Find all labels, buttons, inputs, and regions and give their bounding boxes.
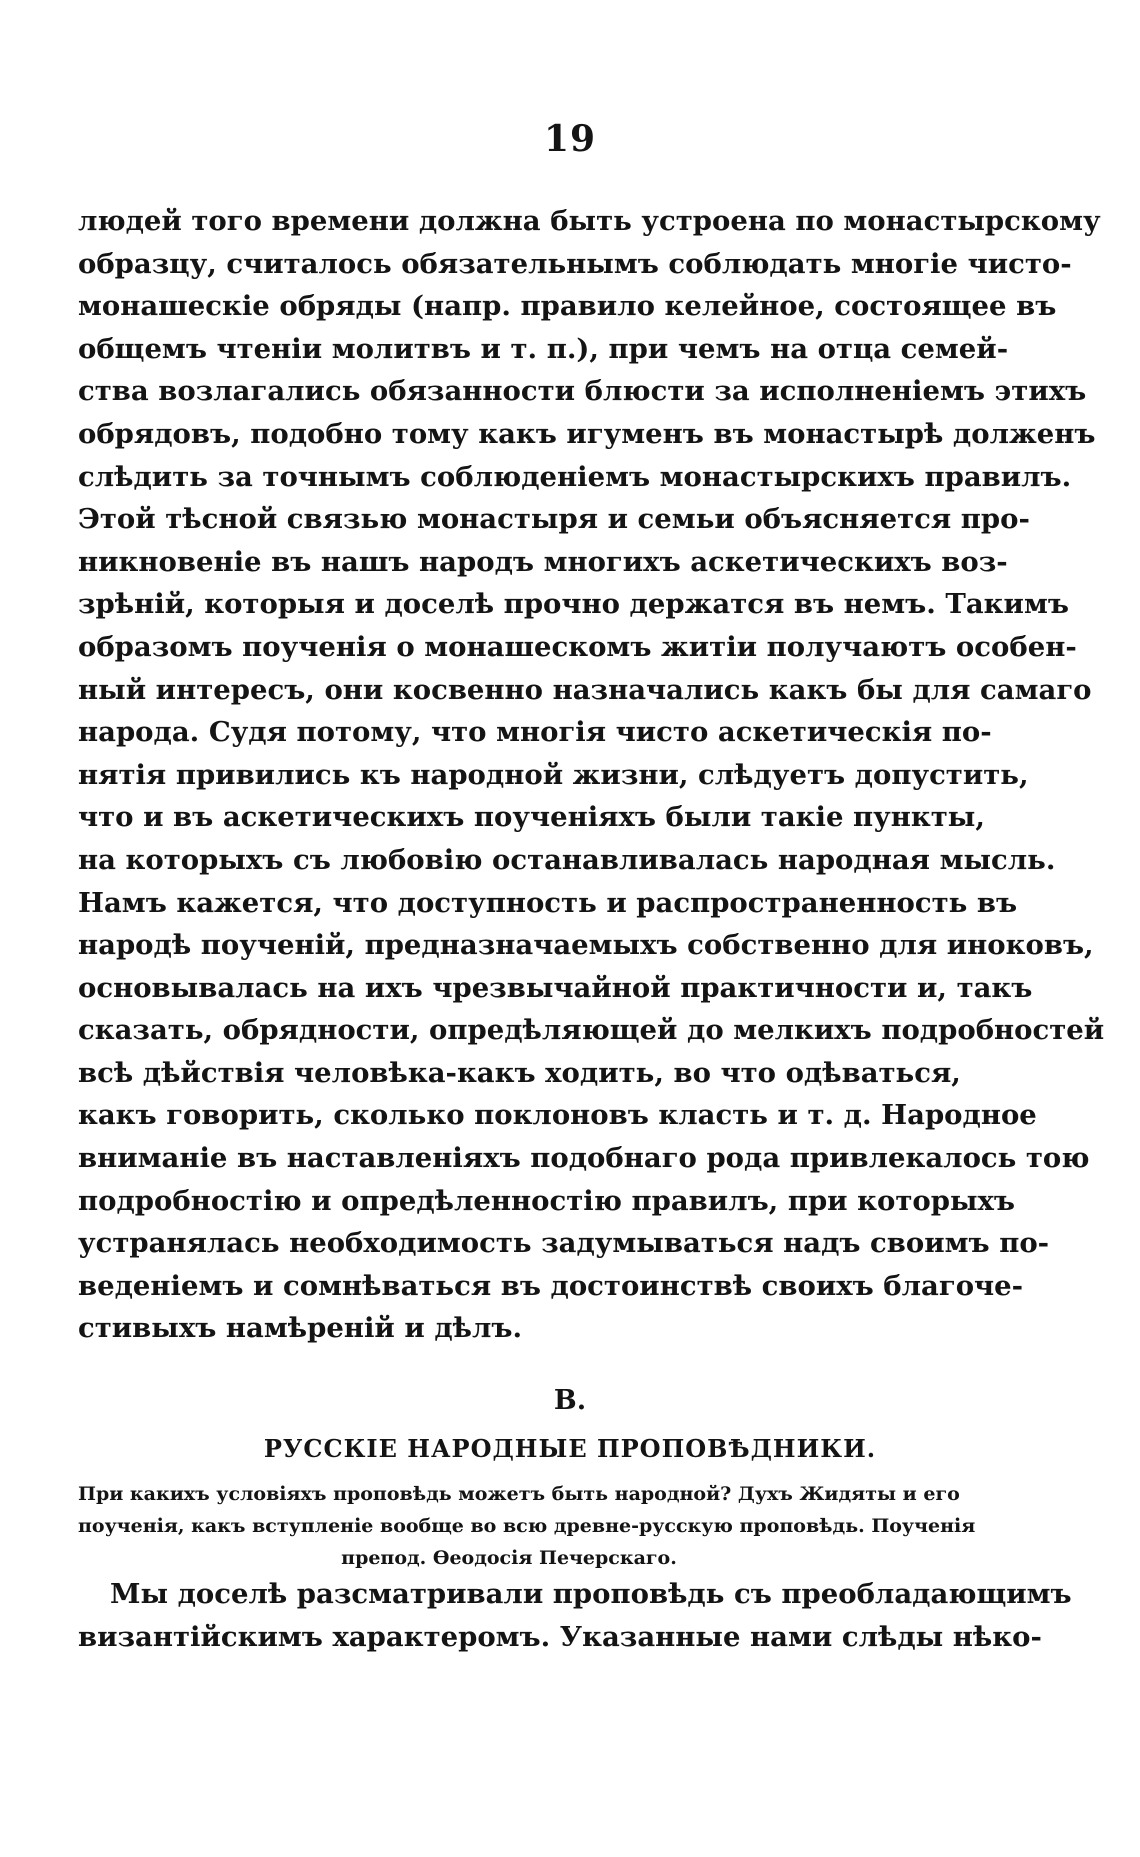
text-line: никновеніе въ нашъ народъ многихъ аскетическихъ воз- bbox=[78, 545, 1008, 578]
text-line: народѣ поученій, предназначаемыхъ собственно для иноковъ, bbox=[78, 929, 1094, 962]
text-line: людей того времени должна быть устроена по монастырскому bbox=[78, 205, 1101, 237]
text-line: сказать, обрядности, опредѣляющей до мелкихъ подробностей bbox=[78, 1014, 1105, 1047]
text-line: монашескіе обряды (напр. правило келейное, состоящее въ bbox=[78, 290, 1057, 323]
text-line: какъ говорить, сколько поклоновъ класть и т. д. Народное bbox=[78, 1099, 1037, 1132]
main-paragraph bbox=[78, 200, 1105, 1350]
text-line: образцу, считалось обязательнымъ соблюдать многіе чисто- bbox=[78, 247, 1072, 280]
text-line: общемъ чтеніи молитвъ и т. п.), при чемъ на отца семей- bbox=[78, 332, 1009, 365]
text-line: зрѣній, которыя и доселѣ прочно держатся въ немъ. Такимъ bbox=[78, 588, 1069, 621]
text-line: устранялась необходимость задумываться надъ своимъ по- bbox=[78, 1227, 1050, 1260]
text-line: Этой тѣсной связью монастыря и семьи объясняется про- bbox=[78, 503, 1030, 536]
text-line: народа. Судя потому, что многія чисто аскетическія по- bbox=[78, 716, 992, 749]
text-line: слѣдить за точнымъ соблюденіемъ монастырскихъ правилъ. bbox=[78, 460, 1072, 493]
text-line: ный интересъ, они косвенно назначались какъ бы для самаго bbox=[78, 673, 1092, 706]
text-line: всѣ дѣйствія человѣка-какъ ходить, во что одѣваться, bbox=[78, 1056, 961, 1089]
text-line: Мы доселѣ разсматривали проповѣдь съ преобладающимъ bbox=[110, 1578, 1072, 1610]
section-title: РУССКІЕ НАРОДНЫЕ ПРОПОВѢДНИКИ. bbox=[263, 1434, 877, 1463]
text-line: нятія привились къ народной жизни, слѣдуетъ допустить, bbox=[78, 758, 1029, 791]
text-line: веденіемъ и сомнѣваться въ достоинствѣ своихъ благоче- bbox=[78, 1269, 1024, 1302]
text-line: что и въ аскетическихъ поученіяхъ были такіе пункты, bbox=[78, 801, 985, 834]
text-line: обрядовъ, подобно тому какъ игуменъ въ монастырѣ долженъ bbox=[78, 417, 1096, 450]
text-line: Намъ кажется, что доступность и распространенность въ bbox=[78, 886, 1018, 919]
text-line: ства возлагались обязанности блюсти за исполненіемъ этихъ bbox=[78, 375, 1087, 408]
text-line: основывалась на ихъ чрезвычайной практичности и, такъ bbox=[78, 971, 1033, 1004]
section-number: В. bbox=[553, 1385, 587, 1416]
text-line: вниманіе въ наставленіяхъ подобнаго рода привлекалось тою bbox=[78, 1142, 1090, 1175]
summary-line: При какихъ условіяхъ проповѣдь можетъ быть народной? Духъ Жидяты и его bbox=[78, 1483, 960, 1505]
text-line: стивыхъ намѣреній и дѣлъ. bbox=[78, 1312, 523, 1345]
text-line: образомъ поученія о монашескомъ житіи получаютъ особен- bbox=[78, 630, 1077, 663]
text-line: подробностію и опредѣленностію правилъ, при которыхъ bbox=[78, 1184, 1016, 1217]
section-paragraph bbox=[78, 1573, 1072, 1658]
summary-line: препод. Ѳеодосія Печерскаго. bbox=[341, 1547, 677, 1569]
text-line: византійскимъ характеромъ. Указанные нами слѣды нѣко- bbox=[78, 1620, 1042, 1653]
page-number: 19 bbox=[543, 118, 597, 160]
text-line: на которыхъ съ любовію останавливалась народная мысль. bbox=[78, 843, 1056, 876]
summary-line: поученія, какъ вступленіе вообще во всю древне-русскую проповѣдь. Поученія bbox=[78, 1515, 976, 1537]
section-summary bbox=[78, 1478, 976, 1574]
